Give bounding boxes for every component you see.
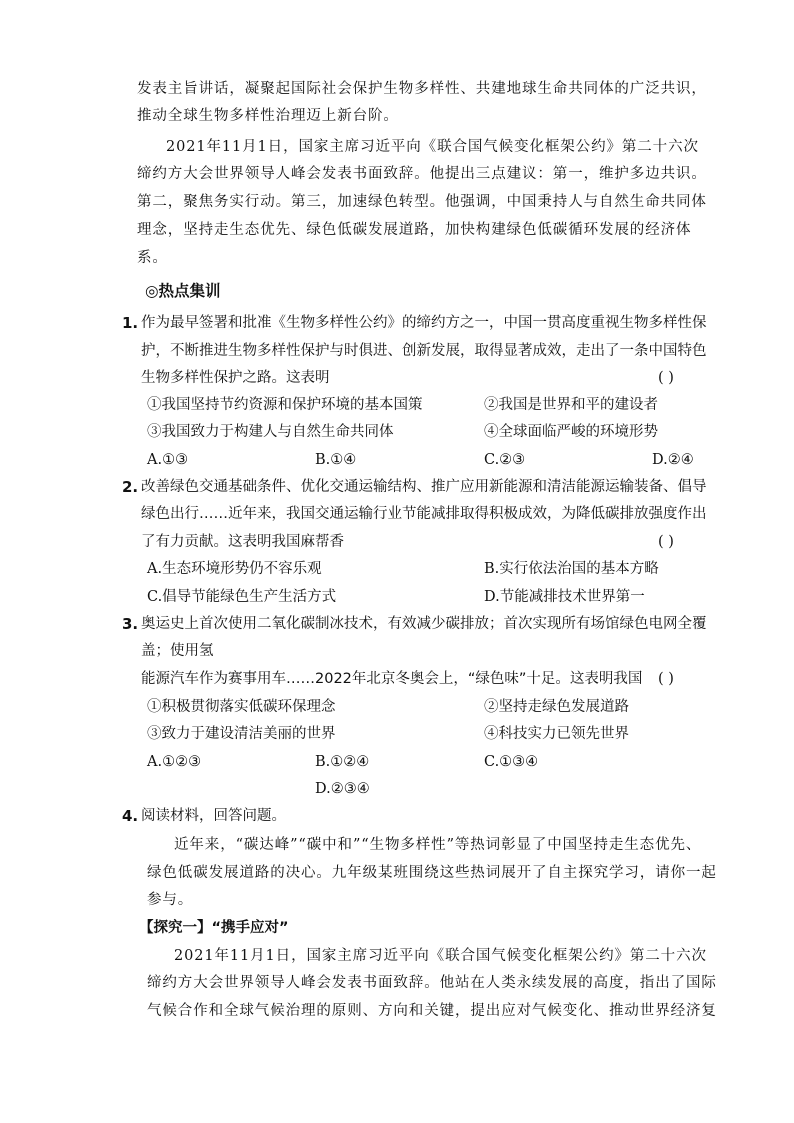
q1-option-1: ①我国坚持节约资源和保护环境的基本国策 [147, 397, 423, 413]
q3-option-2: ②坚持走绿色发展道路 [484, 699, 629, 715]
q3-option-1: ①积极贯彻落实低碳环保理念 [147, 699, 336, 715]
q4-material-line-1: 近年来，“碳达峰”“碳中和”“生物多样性”等热词彰显了中国坚持走生态优先、 [174, 837, 702, 853]
q1-number: 1. [122, 314, 139, 332]
q2-stem-line-3: 了有力贡献。这表明我国麻帮香 [141, 534, 344, 550]
explore-one-line-2: 缔约方大会世界领导人峰会发表书面致辞。他站在人类永续发展的高度，指出了国际 [147, 975, 717, 991]
q3-option-3: ③致力于建设清洁美丽的世界 [147, 726, 336, 742]
q3-number: 3. [122, 615, 139, 633]
q3-choice-a: A.①②③ [147, 754, 202, 770]
q2-answer-paren: ( ) [658, 534, 674, 550]
q3-choice-c: C.①③④ [484, 754, 539, 770]
intro-line-4: 缔约方大会世界领导人峰会发表书面致辞。他提出三点建议：第一，维护多边共识。 [137, 166, 707, 182]
intro-line-5: 第二，聚焦务实行动。第三，加速绿色转型。他强调，中国秉持人与自然生命共同体 [137, 194, 707, 210]
explore-one-title: 【探究一】“携手应对” [139, 920, 289, 936]
q3-stem-line-3: 能源汽车作为赛事用车……2022年北京冬奥会上，“绿色味”十足。这表明我国 [141, 671, 643, 687]
q2-choice-c: C.倡导节能绿色生产生活方式 [147, 589, 337, 605]
q2-choice-d: D.节能减排技术世界第一 [484, 589, 645, 605]
q3-answer-paren: ( ) [658, 671, 674, 687]
q2-stem-line-2: 绿色出行……近年来，我国交通运输行业节能减排取得积极成效，为降低碳排放强度作出 [141, 506, 707, 522]
intro-line-3: 2021年11月1日，国家主席习近平向《联合国气候变化框架公约》第二十六次 [166, 139, 699, 155]
q1-stem-line-1: 作为最早签署和批准《生物多样性公约》的缔约方之一，中国一贯高度重视生物多样性保 [141, 315, 707, 331]
q1-choice-c: C.②③ [484, 452, 526, 468]
intro-line-1: 发表主旨讲话，凝聚起国际社会保护生物多样性、共建地球生命共同体的广泛共识， [137, 81, 707, 97]
q1-option-3: ③我国致力于构建人与自然生命共同体 [147, 424, 394, 440]
q2-number: 2. [122, 478, 139, 496]
q2-choice-b: B.实行依法治国的基本方略 [484, 561, 659, 577]
q3-stem-line-2: 盖；使用氢 [141, 643, 214, 659]
q1-choice-a: A.①③ [147, 452, 189, 468]
q1-choice-b: B.①④ [315, 452, 357, 468]
section-title: ◎热点集训 [145, 282, 221, 300]
q3-stem-line-1: 奥运史上首次使用二氧化碳制冰技术，有效减少碳排放；首次实现所有场馆绿色电网全覆 [141, 616, 707, 632]
q3-option-4: ④科技实力已领先世界 [484, 726, 629, 742]
explore-one-line-1: 2021年11月1日，国家主席习近平向《联合国气候变化框架公约》第二十六次 [174, 948, 707, 964]
q1-option-4: ④全球面临严峻的环境形势 [484, 424, 658, 440]
intro-line-2: 推动全球生物多样性治理迈上新台阶。 [137, 108, 399, 124]
q4-prompt: 阅读材料，回答问题。 [141, 808, 286, 824]
q2-stem-line-1: 改善绿色交通基础条件、优化交通运输结构、推广应用新能源和清洁能源运输装备、倡导 [141, 479, 707, 495]
q4-number: 4. [122, 807, 139, 825]
q1-stem-line-2: 护，不断推进生物多样性保护与时俱进、创新发展，取得显著成效，走出了一条中国特色 [141, 343, 707, 359]
q1-choice-d: D.②④ [652, 452, 694, 468]
q3-choice-d: D.②③④ [315, 781, 370, 797]
explore-one-line-3: 气候合作和全球气候治理的原则、方向和关键，提出应对气候变化、推动世界经济复 [147, 1003, 717, 1019]
q4-material-line-2: 绿色低碳发展道路的决心。九年级某班围绕这些热词展开了自主探究学习，请你一起 [147, 865, 717, 881]
intro-line-7: 系。 [137, 250, 168, 266]
q1-answer-paren: ( ) [658, 370, 674, 386]
intro-line-6: 理念，坚持走生态优先、绿色低碳发展道路，加快构建绿色低碳循环发展的经济体 [137, 222, 692, 238]
q2-choice-a: A.生态环境形势仍不容乐观 [147, 561, 322, 577]
q3-choice-b: B.①②④ [315, 754, 370, 770]
q4-material-line-3: 参与。 [147, 892, 194, 908]
q1-option-2: ②我国是世界和平的建设者 [484, 397, 658, 413]
q1-stem-line-3: 生物多样性保护之路。这表明 [141, 370, 330, 386]
